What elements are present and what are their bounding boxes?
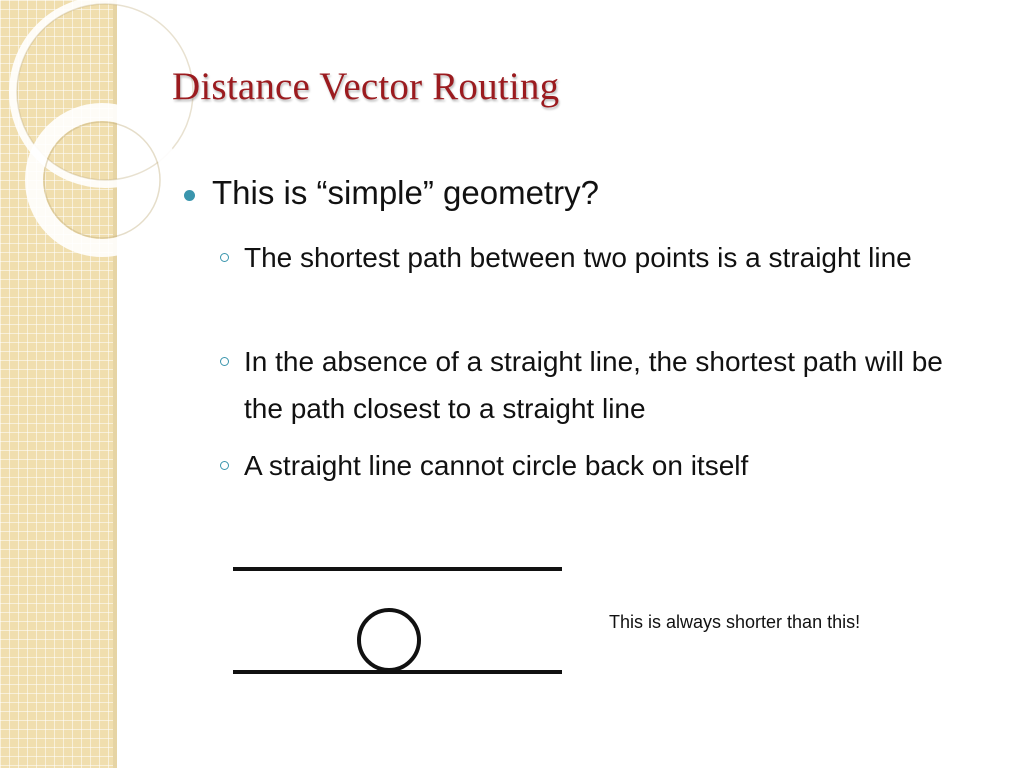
sub-bullet-ring-icon [220, 461, 229, 470]
sub-bullet-2 [244, 338, 984, 432]
bullet-dot-icon [184, 190, 195, 201]
decorative-rings [0, 0, 240, 260]
sub-bullet-ring-icon [220, 357, 229, 366]
sub-bullet-3 [244, 442, 984, 489]
diagram-caption: This is always shorter than this! [609, 612, 861, 632]
slide-title: Distance Vector Routing [172, 65, 560, 108]
sub-bullet-text: The shortest path between two points is a straight line [244, 242, 912, 273]
main-bullet-text: This is “simple” geometry? [212, 174, 599, 211]
sub-bullet-text: In the absence of a straight line, the shortest path will be the path closest to a straight line [244, 346, 943, 424]
detour-circle-diagram [357, 608, 421, 672]
sub-bullet-ring-icon [220, 253, 229, 262]
straight-line-diagram [233, 567, 562, 571]
sub-bullet-1 [244, 234, 984, 281]
sub-bullet-text: A straight line cannot circle back on itself [244, 450, 749, 481]
main-bullet [212, 174, 599, 212]
